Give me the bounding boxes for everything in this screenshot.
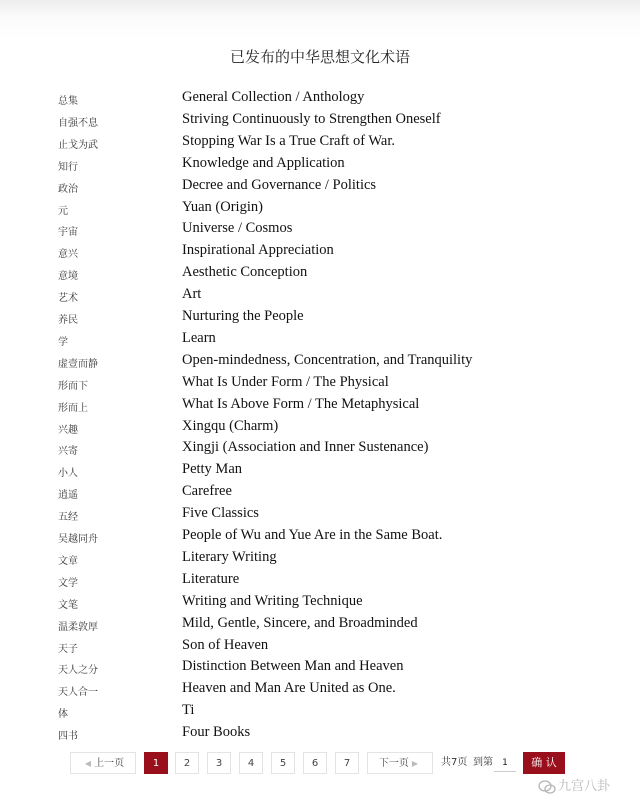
watermark <box>538 775 610 797</box>
page-button-2[interactable]: 2 <box>175 752 199 774</box>
term-chinese: 温柔敦厚 <box>58 621 98 633</box>
term-chinese: 艺术 <box>58 293 78 305</box>
term-row <box>0 219 640 241</box>
term-chinese: 元 <box>58 205 68 217</box>
page-button-3[interactable]: 3 <box>207 752 231 774</box>
term-english[interactable]: Stopping War Is a True Craft of War. <box>182 132 396 149</box>
pagination <box>0 750 640 778</box>
term-row <box>0 482 640 504</box>
watermark-text: 九宫八卦 <box>558 779 611 794</box>
page-button-4[interactable]: 4 <box>239 752 263 774</box>
chevron-right-icon: ▶ <box>411 759 419 768</box>
term-chinese: 总集 <box>58 96 78 107</box>
term-english[interactable]: Distinction Between Man and Heaven <box>182 658 404 675</box>
term-english[interactable]: Four Books <box>182 724 251 741</box>
term-chinese: 止戈为武 <box>58 139 98 151</box>
term-english[interactable]: Xingji (Association and Inner Sustenance) <box>182 439 429 456</box>
term-chinese: 意境 <box>58 271 78 283</box>
term-english[interactable]: General Collection / Anthology <box>182 89 365 105</box>
term-english[interactable]: Art <box>182 286 202 303</box>
page-button-6[interactable]: 6 <box>303 752 327 774</box>
term-chinese: 小人 <box>58 468 78 480</box>
term-chinese: 虚壹而静 <box>58 358 98 370</box>
term-row <box>0 592 640 614</box>
term-row <box>0 679 640 701</box>
term-chinese: 文章 <box>58 555 78 567</box>
term-row <box>0 657 640 679</box>
term-row <box>0 373 640 395</box>
term-row <box>0 636 640 658</box>
term-row <box>0 570 640 592</box>
term-row <box>0 307 640 329</box>
term-english[interactable]: People of Wu and Yue Are in the Same Boat. <box>182 527 443 543</box>
term-row <box>0 614 640 636</box>
term-row <box>0 285 640 307</box>
term-english[interactable]: Xingqu (Charm) <box>182 417 279 434</box>
term-row <box>0 351 640 373</box>
prev-page-button[interactable]: ◀ 上一页 <box>70 752 136 774</box>
page-title: 已发布的中华思想文化术语 <box>229 48 410 66</box>
term-chinese: 四书 <box>58 731 78 743</box>
term-english[interactable]: What Is Under Form / The Physical <box>182 373 389 390</box>
term-row <box>0 88 640 110</box>
term-row <box>0 198 640 220</box>
term-chinese: 自强不息 <box>58 117 98 129</box>
term-row <box>0 132 640 154</box>
goto-label: 到第 <box>473 757 493 768</box>
term-chinese: 政治 <box>58 183 78 195</box>
next-page-button[interactable]: 下一页 ▶ <box>367 752 433 774</box>
term-chinese: 知行 <box>58 161 78 173</box>
term-english[interactable]: Nurturing the People <box>182 308 304 324</box>
term-english[interactable]: Son of Heaven <box>182 636 269 653</box>
term-row <box>0 701 640 723</box>
term-english[interactable]: Mild, Gentle, Sincere, and Broadminded <box>182 614 418 631</box>
term-english[interactable]: Ti <box>182 702 195 719</box>
page-button-1[interactable]: 1 <box>144 752 168 774</box>
term-english[interactable]: Knowledge and Application <box>182 154 345 171</box>
confirm-button[interactable]: 确 认 <box>523 752 565 774</box>
term-chinese: 兴寄 <box>58 446 78 458</box>
term-row <box>0 460 640 482</box>
term-english[interactable]: Literature <box>182 570 240 587</box>
term-chinese: 学 <box>58 336 68 348</box>
term-chinese: 文学 <box>58 577 78 589</box>
term-row <box>0 154 640 176</box>
term-chinese: 文笔 <box>58 599 78 611</box>
term-english[interactable]: Carefree <box>182 483 232 500</box>
term-chinese: 逍遥 <box>58 490 78 502</box>
page-button-5[interactable]: 5 <box>271 752 295 774</box>
term-english[interactable]: Petty Man <box>182 461 243 478</box>
term-chinese: 形而下 <box>58 380 88 392</box>
term-chinese: 意兴 <box>58 249 78 261</box>
goto-page-input[interactable] <box>494 755 516 772</box>
term-row <box>0 504 640 526</box>
term-chinese: 养民 <box>58 315 78 326</box>
term-english[interactable]: Inspirational Appreciation <box>182 242 334 259</box>
term-english[interactable]: Striving Continuously to Strengthen Oneself <box>182 110 441 127</box>
term-english[interactable]: Aesthetic Conception <box>182 264 308 281</box>
term-chinese: 天人合一 <box>58 687 98 699</box>
term-english[interactable]: Universe / Cosmos <box>182 220 293 237</box>
term-row <box>0 176 640 198</box>
term-row <box>0 417 640 439</box>
term-english[interactable]: Five Classics <box>182 505 259 522</box>
term-row <box>0 526 640 548</box>
term-row <box>0 110 640 132</box>
chat-bubble-icon <box>538 779 556 795</box>
term-row <box>0 329 640 351</box>
term-chinese: 兴趣 <box>58 424 78 436</box>
term-row <box>0 395 640 417</box>
term-row <box>0 723 640 745</box>
term-chinese: 天人之分 <box>58 665 98 677</box>
term-row <box>0 241 640 263</box>
term-english[interactable]: Learn <box>182 329 216 346</box>
term-english[interactable]: Writing and Writing Technique <box>182 592 363 609</box>
term-english[interactable]: Open-mindedness, Concentration, and Tranquility <box>182 351 473 368</box>
term-row <box>0 263 640 285</box>
page-button-7[interactable]: 7 <box>335 752 359 774</box>
term-row <box>0 548 640 570</box>
term-english[interactable]: Yuan (Origin) <box>182 198 263 215</box>
chevron-left-icon: ◀ <box>84 759 92 768</box>
term-row <box>0 438 640 460</box>
term-chinese: 宇宙 <box>58 227 78 239</box>
term-english[interactable]: What Is Above Form / The Metaphysical <box>182 395 420 412</box>
term-chinese: 形而上 <box>58 402 88 414</box>
term-chinese: 吴越同舟 <box>58 534 98 545</box>
term-chinese: 天子 <box>58 643 78 655</box>
term-english[interactable]: Heaven and Man Are United as One. <box>182 680 396 697</box>
term-english[interactable]: Literary Writing <box>182 548 277 565</box>
term-english[interactable]: Decree and Governance / Politics <box>182 176 377 193</box>
total-pages-label: 共7页 <box>441 757 468 768</box>
term-chinese: 五经 <box>58 512 78 524</box>
term-chinese: 体 <box>58 709 68 721</box>
